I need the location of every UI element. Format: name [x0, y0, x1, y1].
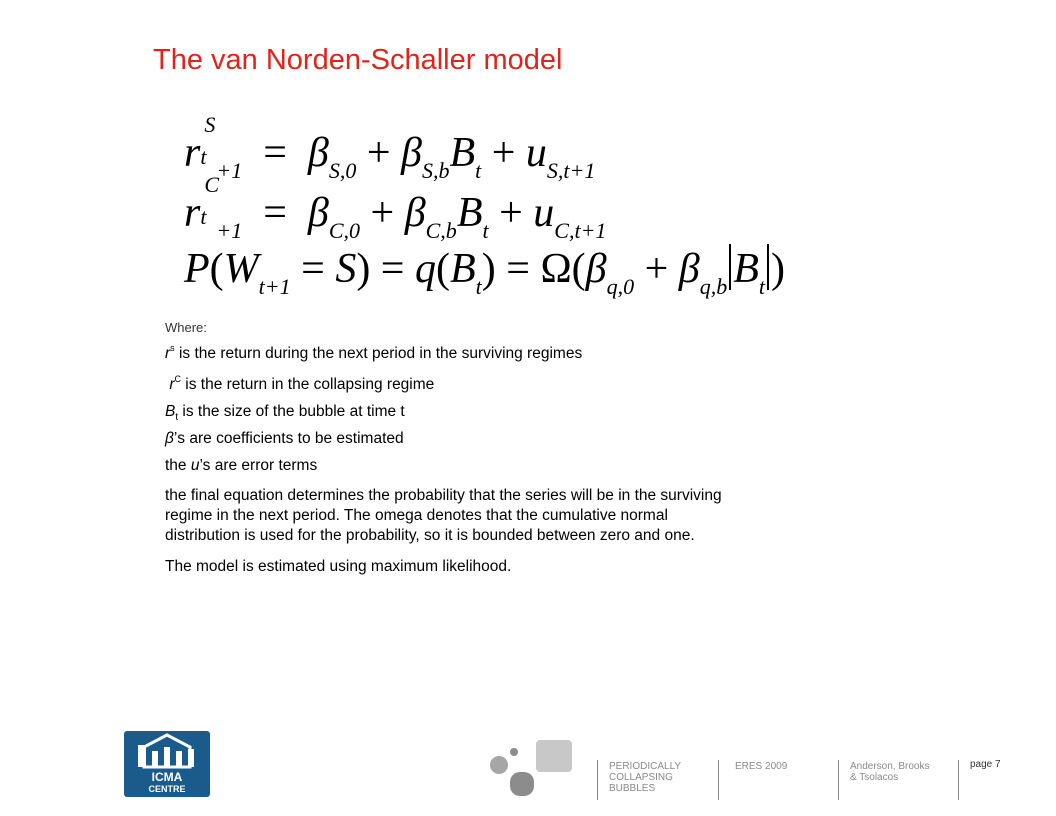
definition-bubble-size: $B_t$ is the size of the bubble at time t: [165, 403, 405, 423]
definition-coefficients: β’s are coefficients to be estimated: [165, 430, 404, 447]
equation-surviving-return: r S t $_{+1} = \beta_{S,0} + \beta_{S,b}B_t + u_{S,t+1}$: [184, 112, 596, 183]
logo-text-centre: CENTRE: [148, 784, 186, 794]
slide-title: The van Norden-Schaller model: [153, 44, 563, 76]
decorative-squares-graphic: [490, 740, 575, 800]
definition-error-terms: the u’s are error terms: [165, 457, 318, 474]
definition-collapsing-return: $r^C$ is the return in the collapsing regime: [169, 374, 435, 393]
footer-conference: ERES 2009: [735, 761, 788, 772]
equation-collapsing-return: r C t $_{+1} = \beta_{C,0} + \beta_{C,b}B_t + u_{C,t+1}$: [184, 172, 607, 243]
footer-separator: [597, 760, 598, 800]
footer-separator: [958, 760, 959, 800]
estimation-note: The model is estimated using maximum likelihood.: [165, 558, 512, 575]
definition-surviving-return: $r^s$ is the return during the next period in the surviving regimes: [165, 343, 583, 362]
footer-separator: [718, 760, 719, 800]
icma-centre-logo: [124, 731, 210, 797]
footer-authors: Anderson, Brooks & Tsolacos: [850, 761, 930, 783]
logo-text-icma: ICMA: [151, 770, 183, 784]
final-equation-note: the final equation determines the probability that the series will be in the surviving regime in the next period. The omega denotes that the cumulative normal distribution is used for the probability, so it is bounded between zero and one.: [165, 487, 722, 544]
equation-survival-probability: $P(W_{t+1} = S) = q(B_t) = \Omega(\beta_{q,0} + \beta_{q,b}$ $B_t$ ): [184, 246, 785, 299]
building-icon: [124, 731, 210, 771]
footer-topic: PERIODICALLY COLLAPSING BUBBLES: [609, 761, 682, 794]
where-label: Where:: [165, 320, 207, 335]
page-number: page 7: [970, 759, 1001, 770]
footer-separator: [838, 760, 839, 800]
